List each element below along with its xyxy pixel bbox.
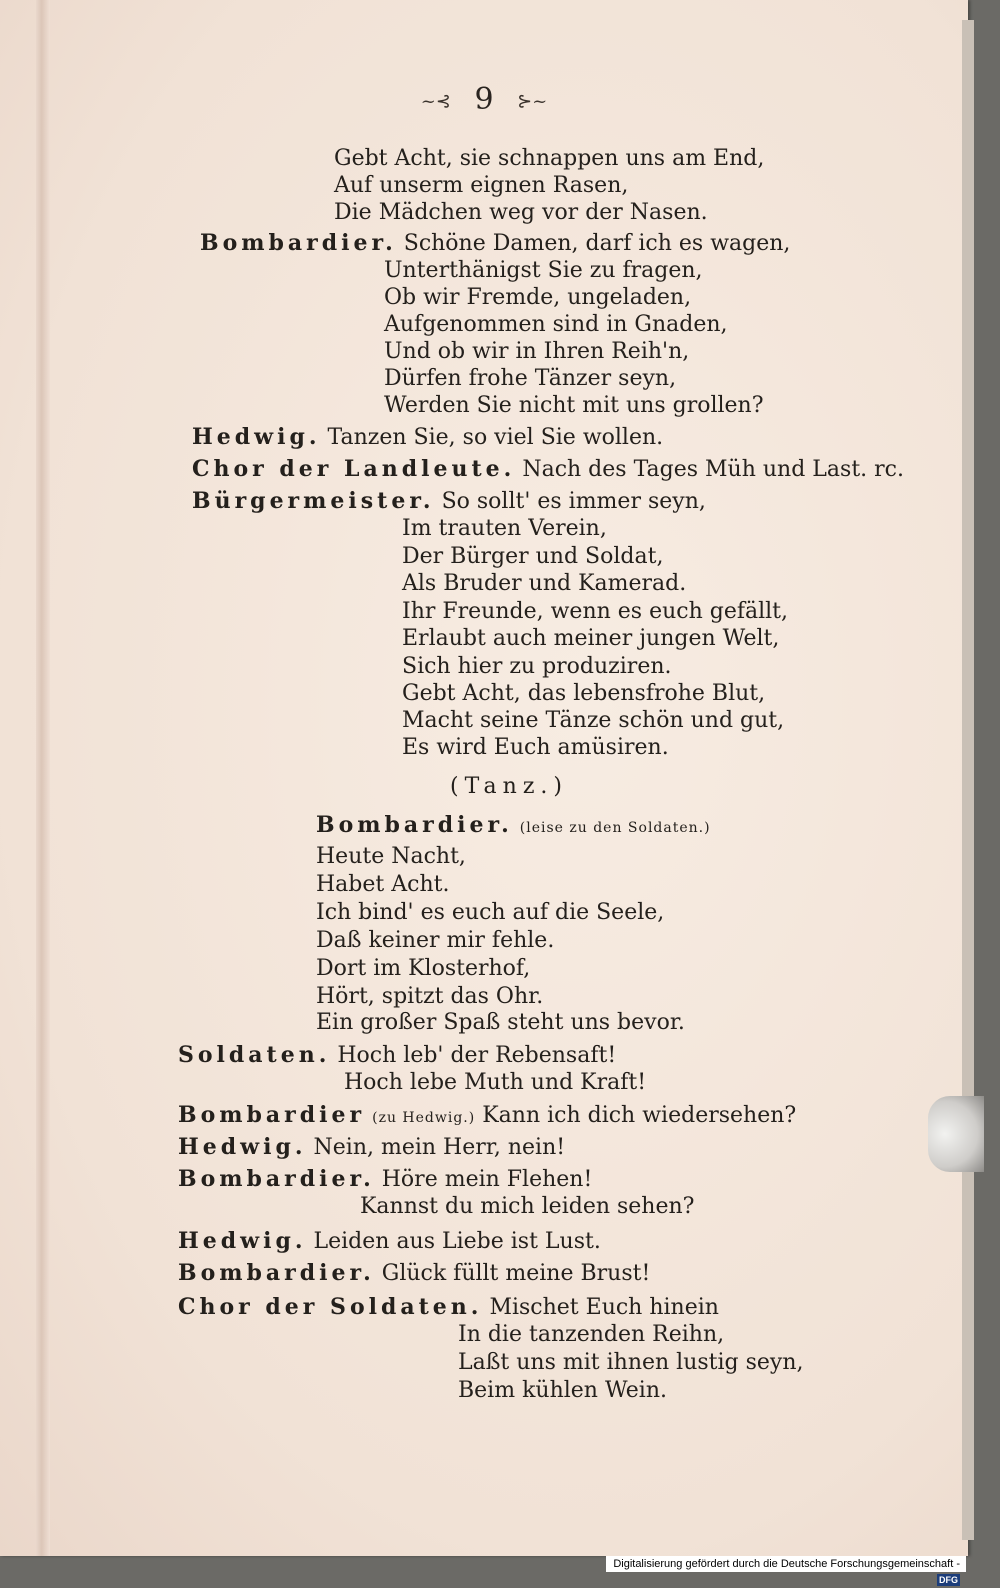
speaker-name: Hedwig. (178, 1228, 307, 1254)
stage-direction: (Tanz.) (450, 774, 569, 799)
speaker-name: Hedwig. (178, 1134, 307, 1160)
text-line: Im trauten Verein, (402, 516, 607, 541)
speaker-name: Bombardier. (178, 1166, 375, 1192)
text-line: Beim kühlen Wein. (458, 1378, 667, 1403)
text-line: Als Bruder und Kamerad. (402, 571, 687, 596)
text-line: Ich bind' es euch auf die Seele, (316, 900, 665, 925)
text-line: Laßt uns mit ihnen lustig seyn, (458, 1350, 804, 1375)
speaker-name: Bombardier. (178, 1260, 375, 1286)
text-line: Hört, spitzt das Ohr. (316, 984, 544, 1009)
text-line: Ob wir Fremde, ungeladen, (384, 285, 692, 310)
speaker-line: Bombardier. Höre mein Flehen! (178, 1166, 593, 1192)
page-tab (928, 1096, 984, 1172)
text-line: Werden Sie nicht mit uns grollen? (384, 393, 764, 418)
text-line: Macht seine Tänze schön und gut, (402, 708, 785, 733)
speaker-line: Chor der Landleute. Nach des Tages Müh und Last. rc. (192, 456, 904, 482)
ornament-left-icon: ~⊰ (420, 90, 451, 112)
text-line: Und ob wir in Ihren Reih'n, (384, 339, 690, 364)
page-header (0, 82, 968, 117)
page-edge (962, 20, 974, 1540)
text-line: Dürfen frohe Tänzer seyn, (384, 366, 677, 391)
page-fold (36, 0, 50, 1556)
text-line: Kannst du mich leiden sehen? (360, 1194, 695, 1219)
speaker-name: Bombardier (178, 1102, 366, 1128)
speaker-name: Chor der Landleute. (192, 456, 516, 482)
text-line: Ein großer Spaß steht uns bevor. (316, 1010, 685, 1035)
stage-direction: (zu Hedwig.) (372, 1110, 476, 1126)
speaker-line: Chor der Soldaten. Mischet Euch hinein (178, 1294, 719, 1320)
speaker-line: Bombardier (zu Hedwig.) Kann ich dich wiedersehen? (178, 1102, 797, 1128)
speaker-name: Bürgermeister. (192, 488, 435, 514)
text-line: In die tanzenden Reihn, (458, 1322, 725, 1347)
text-line: Gebt Acht, sie schnappen uns am End, (334, 146, 765, 171)
text-line: Dort im Klosterhof, (316, 956, 531, 981)
text-line: Daß keiner mir fehle. (316, 928, 555, 953)
credit-text: Digitalisierung gefördert durch die Deutsche Forschungsgemeinschaft - (613, 1558, 960, 1570)
text-line: Unterthänigst Sie zu fragen, (384, 258, 703, 283)
dfg-logo: DFG (939, 1575, 958, 1585)
speaker-name: Soldaten. (178, 1042, 331, 1068)
text-line: Die Mädchen weg vor der Nasen. (334, 200, 708, 225)
speaker-line: Hedwig. Leiden aus Liebe ist Lust. (178, 1228, 601, 1254)
speaker-line: Soldaten. Hoch leb' der Rebensaft! (178, 1042, 617, 1068)
speaker-line: Hedwig. Nein, mein Herr, nein! (178, 1134, 566, 1160)
text-line: Heute Nacht, (316, 844, 466, 869)
text-line: Aufgenommen sind in Gnaden, (384, 312, 728, 337)
speaker-line: Bombardier. Schöne Damen, darf ich es wagen, (200, 230, 791, 256)
text-line: Erlaubt auch meiner jungen Welt, (402, 626, 780, 651)
text-line: Sich hier zu produziren. (402, 654, 672, 679)
text-line: Auf unserm eignen Rasen, (334, 173, 629, 198)
speaker-name: Hedwig. (192, 424, 321, 450)
digitization-credit (606, 1556, 966, 1585)
speaker-name: Bombardier. (200, 230, 397, 256)
speaker-line: Bürgermeister. So sollt' es immer seyn, (192, 488, 706, 514)
speaker-line (316, 814, 711, 837)
text-line: Habet Acht. (316, 872, 450, 897)
ornament-right-icon: ⊱~ (517, 90, 548, 112)
text-line: Es wird Euch amüsiren. (402, 735, 669, 760)
text-line: Gebt Acht, das lebensfrohe Blut, (402, 681, 766, 706)
text-line: Hoch lebe Muth und Kraft! (344, 1070, 647, 1095)
speaker-line: Hedwig. Tanzen Sie, so viel Sie wollen. (192, 424, 664, 450)
speaker-name: Chor der Soldaten. (178, 1294, 483, 1320)
page-number: 9 (474, 82, 494, 117)
speaker-name: Bombardier. (316, 812, 513, 838)
text-line: Ihr Freunde, wenn es euch gefällt, (402, 599, 789, 624)
speaker-line: Bombardier. Glück füllt meine Brust! (178, 1260, 651, 1286)
text-line: Der Bürger und Soldat, (402, 544, 664, 569)
stage-direction: (leise zu den Soldaten.) (519, 820, 711, 836)
